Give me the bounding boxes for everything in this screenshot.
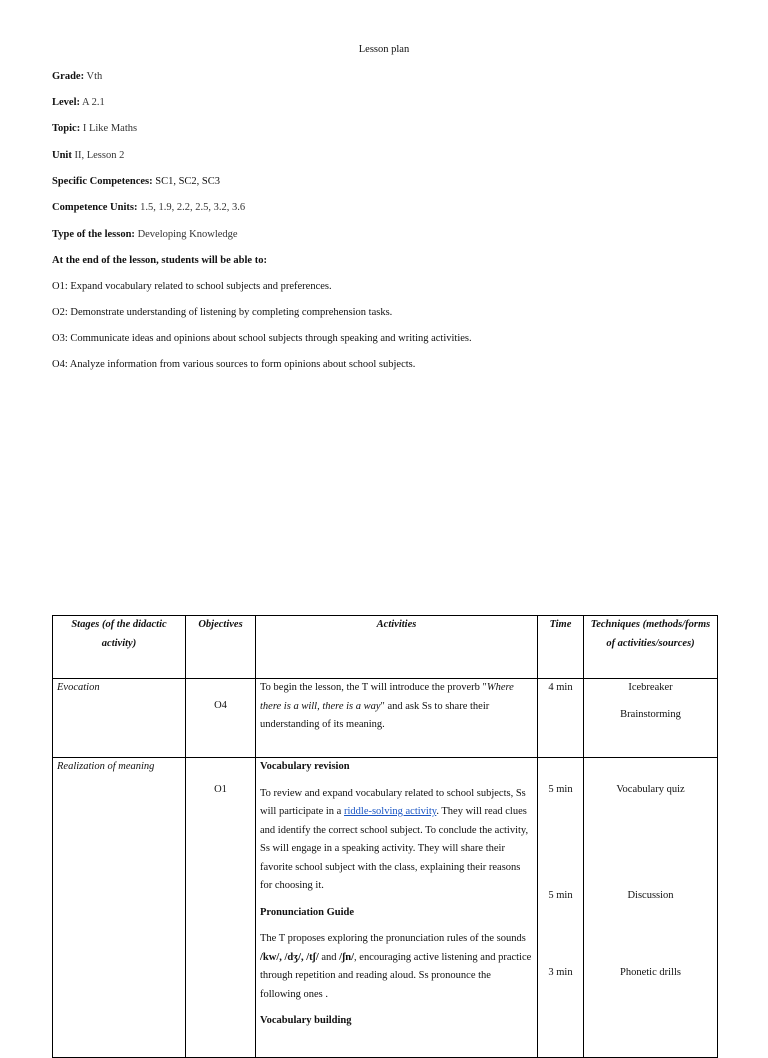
objective-item: O3: Communicate ideas and opinions about school subjects through speaking and writing activities. <box>52 333 472 344</box>
vocab-revision-text: To review and expand vocabulary related to school subjects, Ss will participate in a riddle-solving activity. They will read clues and identify the correct school subject. To conclude the activity, Ss will engage in a speaking activity. They will share their favorite school subject with the class, explaining their reasons for choosing it. <box>260 787 529 891</box>
grade-line <box>52 71 102 82</box>
header-objectives: Objectives <box>186 616 256 679</box>
header-techniques: Techniques (methods/forms of activities/sources) <box>584 616 718 679</box>
header-stages: Stages (of the didactic activity) <box>53 616 186 679</box>
level-value: A 2.1 <box>82 97 105 108</box>
technique-cell: Vocabulary quiz Discussion Phonetic drills <box>584 758 718 1058</box>
time-cell: 4 min <box>538 679 584 758</box>
sc-label: Specific Competences: <box>52 176 153 187</box>
technique-cell: Icebreaker Brainstorming <box>584 679 718 758</box>
proverb-quote: Where there is a will, there is a way <box>260 682 514 712</box>
unit-value: II, Lesson 2 <box>74 150 125 161</box>
topic-label: Topic: <box>52 123 81 134</box>
riddle-activity-link[interactable]: riddle-solving activity <box>343 806 437 817</box>
unit-line <box>52 150 124 161</box>
time-cell: 5 min 5 min 3 min <box>538 758 584 1058</box>
sc-value: SC1, SC2, SC3 <box>155 176 221 187</box>
competence-units-line <box>52 202 245 213</box>
objective-item: O2: Demonstrate understanding of listening by completing comprehension tasks. <box>52 307 393 318</box>
activity-cell: To begin the lesson, the T will introduce the proverb "Where there is a will, there is a way" and ask Ss to share their understanding of its meaning. <box>256 679 538 758</box>
objective-item: O4: Analyze information from various sources to form opinions about school subjects. <box>52 359 416 370</box>
pronunciation-heading: Pronunciation Guide <box>260 906 355 918</box>
topic-value: I Like Maths <box>82 123 138 134</box>
vocab-building-heading: Vocabulary building <box>260 1015 352 1026</box>
objectives-heading: At the end of the lesson, students will be able to: <box>52 255 267 266</box>
type-value: Developing Knowledge <box>137 229 238 240</box>
activity-cell <box>256 758 538 1058</box>
objective-item: O1: Expand vocabulary related to school subjects and preferences. <box>52 281 332 292</box>
table-row <box>53 679 718 758</box>
lesson-plan-table <box>52 615 718 1058</box>
stage-cell: Realization of meaning <box>53 758 186 1058</box>
unit-label: Unit <box>52 150 72 161</box>
objective-cell: O4 <box>186 679 256 758</box>
grade-label: Grade: <box>52 71 85 82</box>
specific-competences-line <box>52 176 220 187</box>
table-row <box>53 758 718 1058</box>
table-header-row <box>53 616 718 679</box>
document-title: Lesson plan <box>358 44 410 55</box>
topic-line <box>52 123 137 134</box>
objective-cell: O1 <box>186 758 256 1058</box>
stage-cell: Evocation <box>53 679 186 758</box>
level-line <box>52 97 105 108</box>
header-time: Time <box>538 616 584 679</box>
grade-value: Vth <box>86 71 103 82</box>
cu-value: 1.5, 1.9, 2.2, 2.5, 3.2, 3.6 <box>140 202 246 213</box>
pronunciation-text: The T proposes exploring the pronunciation rules of the sounds /kw/, /dʒ/, /tʃ/ and /ʃn/, encouraging active listening and practice through repetition and reading aloud. Ss pronounce the following ones . <box>260 933 532 1000</box>
header-activities: Activities <box>256 616 538 679</box>
cu-label: Competence Units: <box>52 202 138 213</box>
lesson-type-line <box>52 229 238 240</box>
level-label: Level: <box>52 97 80 108</box>
vocab-revision-heading: Vocabulary revision <box>260 761 350 772</box>
type-label: Type of the lesson: <box>52 229 135 240</box>
